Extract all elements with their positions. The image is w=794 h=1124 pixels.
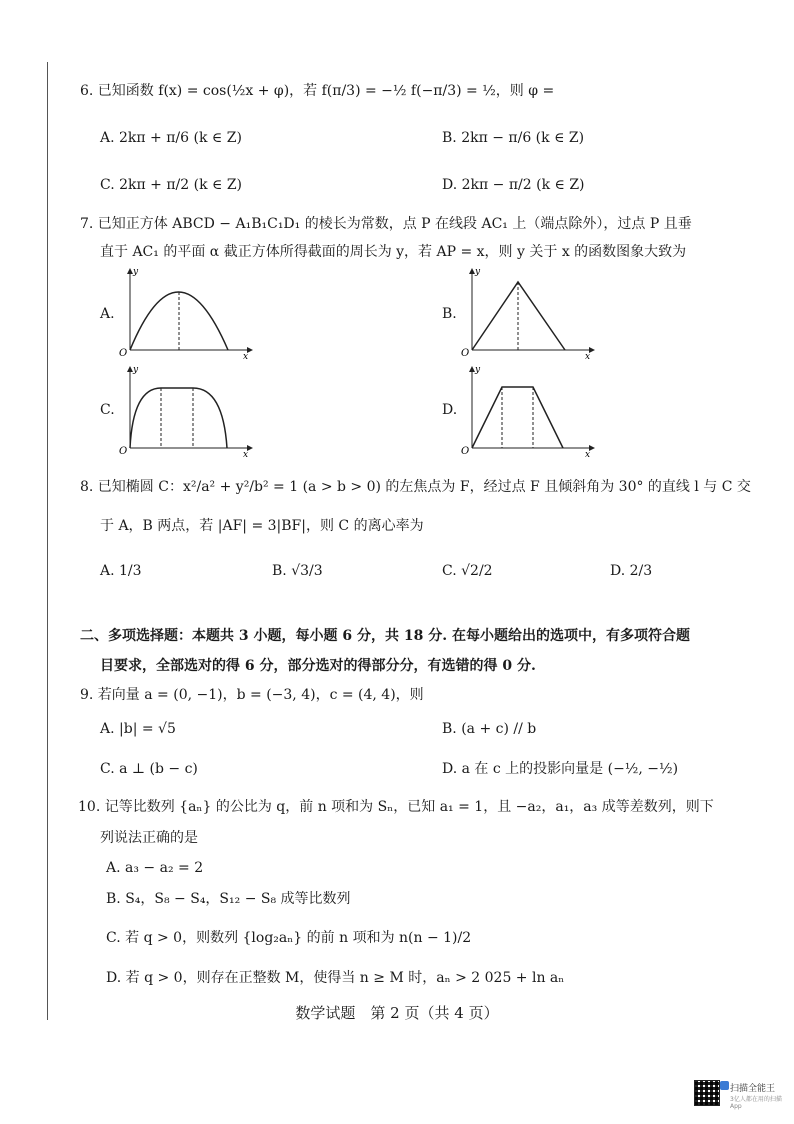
q7-graph-b-x-axis: x <box>585 352 591 360</box>
q8-option-c: C. √2/2 <box>442 563 493 579</box>
q9-option-a: A. |b| = √5 <box>100 721 176 737</box>
q7-graph-c-x-axis: x <box>243 450 249 458</box>
watermark-subtitle: 3亿人都在用的扫描App <box>730 1096 782 1110</box>
q6-option-d: D. 2kπ − π/2 (k ∈ Z) <box>442 177 585 193</box>
q9-option-d: D. a 在 c 上的投影向量是 (−½, −½) <box>442 761 679 777</box>
q7-graph-d-origin: O <box>461 446 470 457</box>
q9-stem: 9. 若向量 a = (0, −1)，b = (−3, 4)，c = (4, 4)，则 <box>80 687 424 703</box>
page-footer: 数学试题 第 2 页（共 4 页） <box>295 1004 499 1022</box>
q9-option-b: B. (a + c) // b <box>442 721 537 737</box>
q7-graph-d-label: D. <box>442 402 458 418</box>
q7-line2: 直于 AC₁ 的平面 α 截正方体所得截面的周长为 y，若 AP = x，则 y 关于 x 的函数图象大致为 <box>100 244 687 260</box>
q7-graph-a-x-axis: x <box>243 352 249 360</box>
q7-graph-b-y-axis: y <box>475 267 481 277</box>
q7-graph-c-origin: O <box>119 446 128 457</box>
q8-line2: 于 A，B 两点，若 |AF| = 3|BF|，则 C 的离心率为 <box>100 518 424 534</box>
cs-logo-icon <box>720 1081 729 1090</box>
margin-line <box>47 62 48 1020</box>
q7-graph-c <box>115 362 255 458</box>
scanner-watermark <box>694 1080 786 1110</box>
q10-line2: 列说法正确的是 <box>100 830 198 846</box>
section2-line2: 目要求，全部选对的得 6 分，部分选对的得部分分，有选错的得 0 分. <box>100 658 536 674</box>
q10-option-d: D. 若 q > 0，则存在正整数 M，使得当 n ≥ M 时，aₙ > 2 025 + ln aₙ <box>106 970 565 986</box>
q8-line1: 8. 已知椭圆 C：x²/a² + y²/b² = 1 (a > b > 0) 的左焦点为 F，经过点 F 且倾斜角为 30° 的直线 l 与 C 交 <box>80 479 751 495</box>
q7-graph-d-y-axis: y <box>475 365 481 375</box>
q7-graph-a-y-axis: y <box>133 267 139 277</box>
q7-graph-b-label: B. <box>442 306 457 322</box>
q7-graph-c-y-axis: y <box>133 365 139 375</box>
q6-stem: 6. 已知函数 f(x) = cos(½x + φ)，若 f(π/3) = −½ f(−π/3) = ½，则 φ = <box>80 83 555 99</box>
q6-option-b: B. 2kπ − π/6 (k ∈ Z) <box>442 130 585 146</box>
q10-line1: 10. 记等比数列 {aₙ} 的公比为 q，前 n 项和为 Sₙ，已知 a₁ = 1，且 −a₂，a₁，a₃ 成等差数列，则下 <box>78 799 714 815</box>
q10-option-c: C. 若 q > 0，则数列 {log₂aₙ} 的前 n 项和为 n(n − 1)/2 <box>106 930 472 946</box>
q7-graph-a <box>115 264 255 360</box>
q8-option-d: D. 2/3 <box>610 563 653 579</box>
qr-code-icon <box>694 1080 720 1106</box>
q8-option-a: A. 1/3 <box>100 563 142 579</box>
q10-option-b: B. S₄，S₈ − S₄，S₁₂ − S₈ 成等比数列 <box>106 891 351 907</box>
q10-option-a: A. a₃ − a₂ = 2 <box>106 860 204 876</box>
q8-option-b: B. √3/3 <box>272 563 323 579</box>
q7-graph-a-label: A. <box>100 306 115 322</box>
q7-graph-b <box>457 264 597 360</box>
section2-line1: 二、多项选择题：本题共 3 小题，每小题 6 分，共 18 分. 在每小题给出的选项中，有多项符合题 <box>80 628 690 644</box>
q7-graph-a-origin: O <box>119 348 128 359</box>
watermark-title: 扫描全能王 <box>730 1084 776 1094</box>
q7-graph-c-label: C. <box>100 402 115 418</box>
q7-graph-d-x-axis: x <box>585 450 591 458</box>
q7-graph-d <box>457 362 597 458</box>
q6-option-c: C. 2kπ + π/2 (k ∈ Z) <box>100 177 243 193</box>
q6-option-a: A. 2kπ + π/6 (k ∈ Z) <box>100 130 242 146</box>
q7-graph-b-origin: O <box>461 348 470 359</box>
q9-option-c: C. a ⊥ (b − c) <box>100 761 198 777</box>
q7-line1: 7. 已知正方体 ABCD − A₁B₁C₁D₁ 的棱长为常数，点 P 在线段 AC₁ 上（端点除外），过点 P 且垂 <box>80 216 692 232</box>
